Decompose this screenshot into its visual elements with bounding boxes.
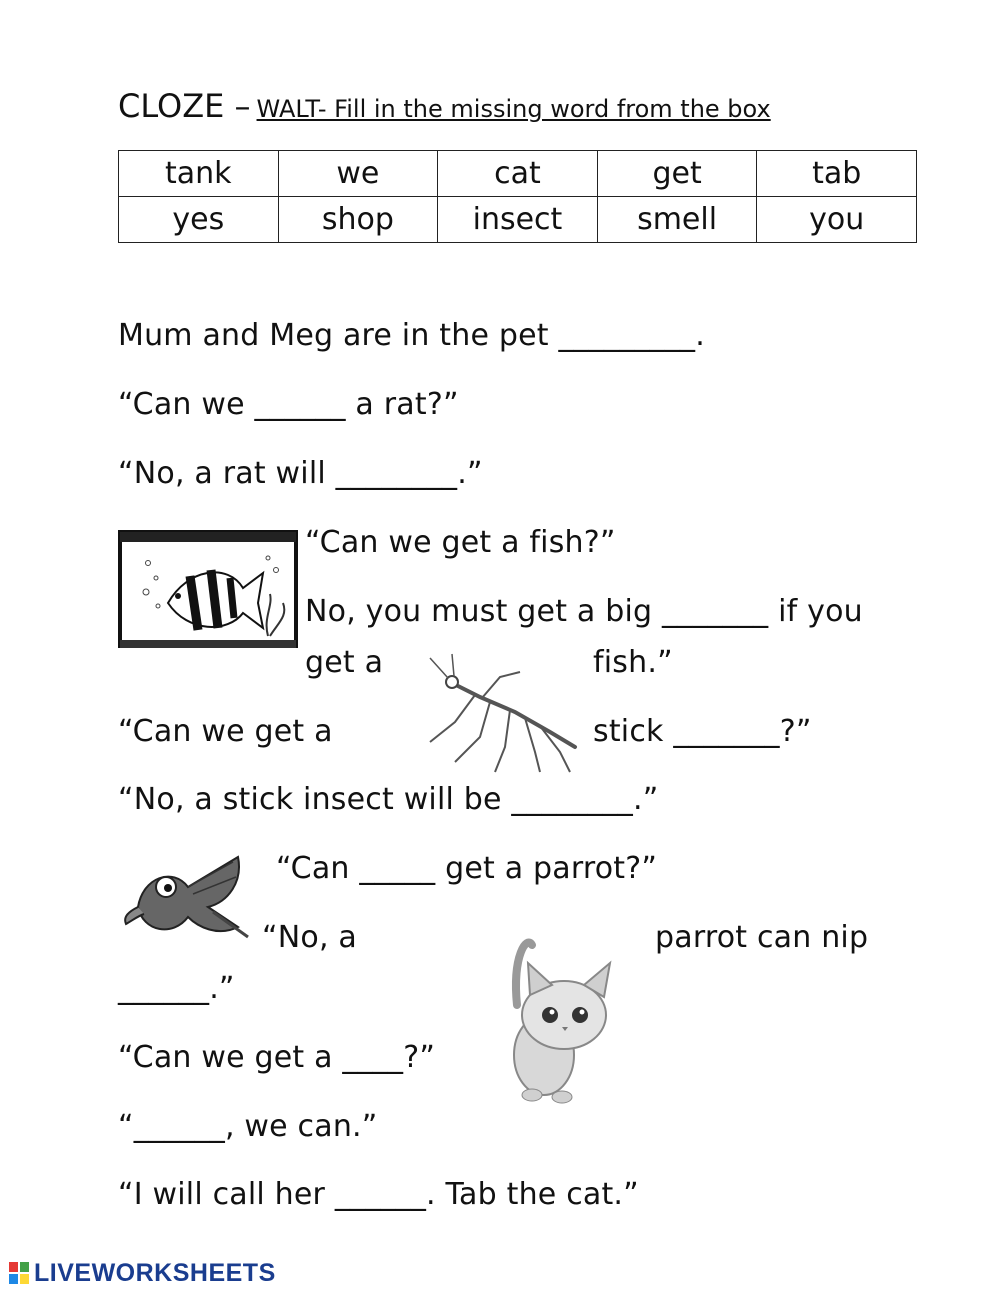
page-title (118, 86, 771, 129)
word-cell: get (597, 151, 757, 197)
sentence-4: “Can we get a fish?” (305, 525, 616, 560)
subtitle-text: WALT- Fill in the missing word from the box (256, 95, 771, 123)
word-cell: insect (438, 197, 598, 243)
word-box-row (119, 151, 917, 197)
word-cell: we (278, 151, 438, 197)
word-cell: cat (438, 151, 598, 197)
liveworksheets-logo-icon (8, 1261, 30, 1285)
sentence-8: “No, a stick insect will be ________.” (118, 782, 659, 817)
word-cell: you (757, 197, 917, 243)
parrot-image (118, 852, 253, 942)
word-cell: yes (119, 197, 279, 243)
sentence-13: “______, we can.” (118, 1109, 378, 1144)
stick-insect-image (410, 652, 582, 778)
word-cell: tank (119, 151, 279, 197)
sentence-2: “Can we ______ a rat?” (118, 387, 459, 422)
sentence-5: No, you must get a big _______ if you (305, 594, 863, 629)
word-cell: shop (278, 197, 438, 243)
word-cell: smell (597, 197, 757, 243)
sentence-6a: get a (305, 645, 384, 680)
sentence-14: “I will call her ______. Tab the cat.” (118, 1177, 639, 1212)
sentence-12: “Can we get a ____?” (118, 1040, 436, 1075)
sentence-1: Mum and Meg are in the pet _________. (118, 318, 705, 353)
sentence-6b: fish.” (593, 645, 673, 680)
sentence-10a: “No, a (262, 920, 357, 955)
sentence-7b: stick _______?” (593, 714, 812, 749)
kitten-image (492, 935, 620, 1105)
sentence-3: “No, a rat will ________.” (118, 456, 483, 491)
sentence-9: “Can _____ get a parrot?” (276, 851, 658, 886)
fish-tank-image (118, 528, 300, 652)
footer-brand-text: LIVEWORKSHEETS (34, 1258, 276, 1287)
title-text: CLOZE – (118, 87, 251, 125)
footer-brand (8, 1258, 276, 1288)
word-box-table (118, 150, 917, 243)
sentence-11: ______.” (118, 971, 235, 1006)
sentence-10b: parrot can nip (655, 920, 869, 955)
word-box-row (119, 197, 917, 243)
sentence-7a: “Can we get a (118, 714, 333, 749)
word-cell: tab (757, 151, 917, 197)
